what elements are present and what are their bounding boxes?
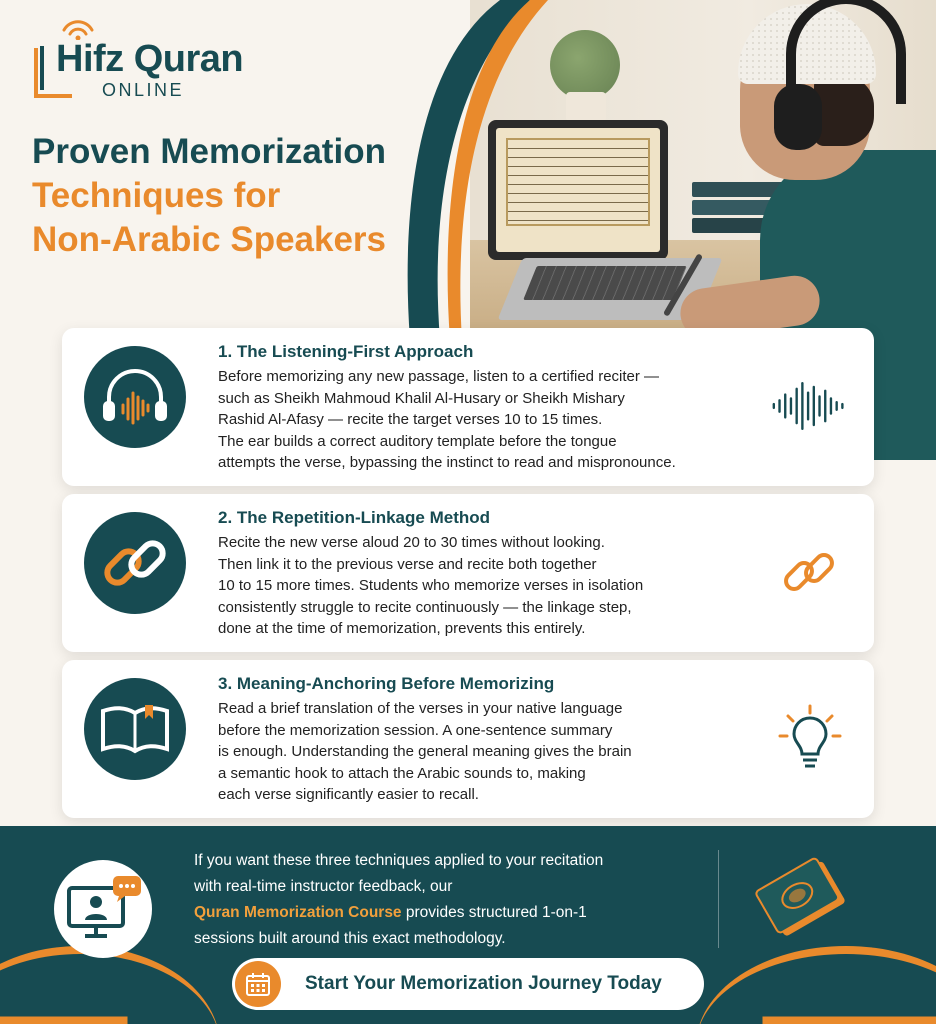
calendar-icon: [235, 961, 281, 1007]
start-journey-button[interactable]: [232, 958, 704, 1010]
description-line: Recite the new verse aloud 20 to 30 times without looking.: [218, 534, 605, 551]
cta-line: with real-time instructor feedback, our: [194, 878, 453, 895]
course-link[interactable]: Quran Memorization Course: [194, 904, 402, 921]
technique-badge: [84, 346, 186, 448]
description-line: Then link it to the previous verse and recite both together: [218, 555, 597, 573]
description-line: 10 to 15 more times. Students who memorize verses in isolation: [218, 577, 644, 594]
technique-title: 2. The Repetition-Linkage Method: [218, 508, 491, 527]
cta-line: sessions built around this exact methodology.: [194, 930, 506, 947]
description-line: each verse significantly easier to recall.: [218, 786, 479, 803]
headphones-illustration: [774, 84, 822, 150]
description-line: a semantic hook to attach the Arabic sounds to, making: [218, 764, 586, 782]
technique-card-listening: [62, 328, 874, 486]
description-line: consistently struggle to recite continuously — the linkage step,: [218, 598, 632, 616]
technique-card-repetition: [62, 494, 874, 652]
cta-line-rest: provides structured 1-on-1: [401, 904, 587, 921]
brand-subtitle: ONLINE: [102, 80, 185, 100]
chain-link-icon: [770, 540, 850, 604]
technique-card-meaning: [62, 660, 874, 818]
description-line: such as Sheikh Mahmoud Khalil Al-Husary or Sheikh Mishary: [218, 389, 625, 407]
cta-line: [194, 900, 694, 926]
chain-link-icon: [95, 523, 175, 603]
technique-title: 3. Meaning-Anchoring Before Memorizing: [218, 674, 555, 693]
brand-name: Hifz Quran: [56, 38, 244, 80]
description-line: done at the time of memorization, prevents this entirely.: [218, 620, 586, 637]
description-line: Before memorizing any new passage, listen to a certified reciter —: [218, 368, 660, 385]
soundwave-icon: [770, 374, 850, 438]
technique-title: 1. The Listening-First Approach: [218, 342, 474, 361]
lightbulb-icon: [770, 706, 850, 770]
technique-badge: [84, 678, 186, 780]
description-line: attempts the verse, bypassing the instinct to read and mispronounce.: [218, 454, 676, 471]
headphones-soundwave-icon: [95, 357, 175, 437]
page-title: [32, 130, 472, 262]
technique-description: [218, 698, 758, 806]
title-line-3: Non-Arabic Speakers: [32, 220, 387, 259]
online-class-icon: [54, 860, 152, 958]
description-line: The ear builds a correct auditory template before the tongue: [218, 432, 617, 450]
title-line-2: Techniques for: [32, 176, 281, 215]
description-line: is enough. Understanding the general meaning gives the brain: [218, 743, 632, 760]
cta-paragraph: [194, 848, 694, 952]
quran-book-icon: [746, 848, 856, 948]
brand-logo[interactable]: [32, 18, 244, 100]
button-label: Start Your Memorization Journey Today: [305, 973, 662, 994]
cta-line: If you want these three techniques applied to your recitation: [194, 852, 604, 869]
wifi-icon: [58, 18, 98, 40]
cta-section: [0, 826, 936, 1024]
technique-description: [218, 532, 758, 640]
description-line: before the memorization session. A one-sentence summary: [218, 721, 613, 739]
divider: [718, 850, 719, 948]
title-line-1: Proven Memorization: [32, 132, 386, 171]
description-line: Rashid Al-Afasy — recite the target verses 10 to 15 times.: [218, 411, 603, 428]
technique-description: [218, 366, 758, 474]
description-line: Read a brief translation of the verses in your native language: [218, 700, 623, 717]
open-book-icon: [95, 689, 175, 769]
technique-badge: [84, 512, 186, 614]
